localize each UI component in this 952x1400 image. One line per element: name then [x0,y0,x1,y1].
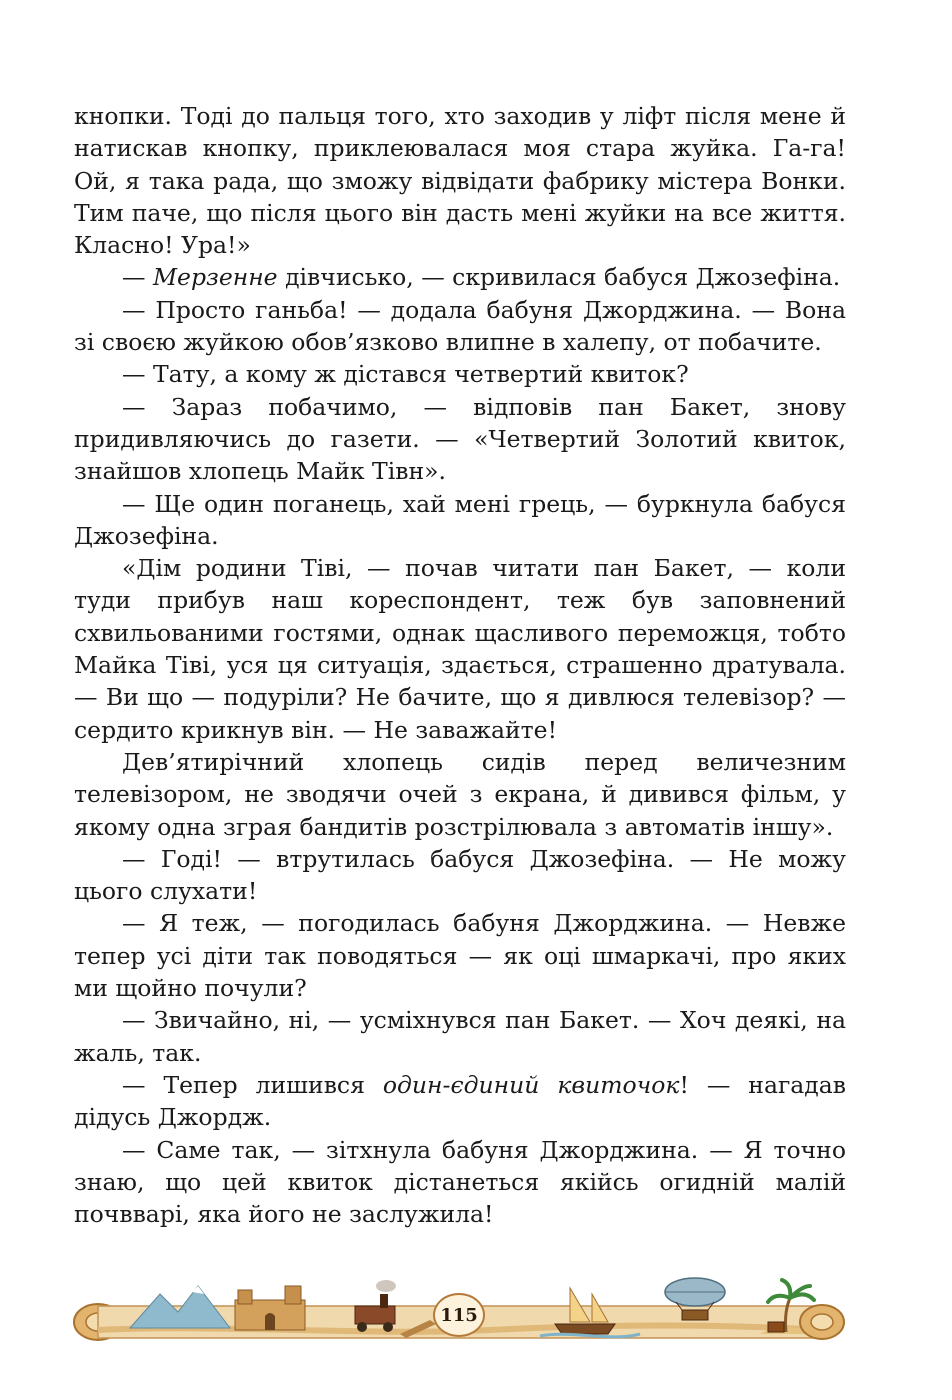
paragraph [74,746,846,843]
italic-text: Мерзенне [152,263,278,292]
paragraph [74,391,846,488]
paragraph [74,1134,846,1231]
paragraph [74,907,846,1004]
castle-illustration [235,1286,305,1330]
paragraph [74,552,846,746]
text-run: — Я теж, — погодилась бабуня Джорджина. — Невже тепер усі діти так поводяться — як оці шмаркачі, про яких ми щойно почули? [74,909,846,1003]
page-number: 115 [433,1293,485,1337]
paragraph [74,358,846,390]
text-run: «Дім родини Тіві, — почав читати пан Бакет, — коли туди прибув наш кореспондент, теж був заповнений схвильованими гостями, однак щасливого переможця, тобто Майка Тіві, уся ця ситуація, здається, страшенно дратувала. — Ви що — подуріли? Не бачите, що я дивлюся телевізор? — сердито крикнув він. — Не заважайте! [74,554,846,744]
paragraph [74,1004,846,1069]
text-run: — Тепер лишився [122,1070,383,1099]
paragraph [74,100,846,261]
text-run: — Зараз побачимо, — відповів пан Бакет, знову придивляючись до газети. — «Четвертий Золотий квиток, знайшов хлопець Майк Тівн». [74,392,846,486]
text-run: кнопки. Тоді до пальця того, хто заходив у ліфт після мене й натискав кнопку, приклеювалася моя стара жуйка. Га-га! Ой, я така рада, що зможу відвідати фабрику містера Вонки. Тим паче, що після цього він дасть мені жуйки на все життя. Класно! Ура!» [74,102,846,260]
text-run: дівчисько, — скривилася бабуся Джозефіна. [277,263,841,292]
paragraph [74,843,846,908]
text-run: — [122,263,153,292]
text-run: — Просто ганьба! — додала бабуня Джорджина. — Вона зі своєю жуйкою обов’язково влипне в халепу, от побачите. [74,295,846,357]
text-run: — Ще один поганець, хай мені грець, — буркнула бабуся Джозефіна. [74,489,846,550]
text-run: — Саме так, — зітхнула бабуня Джорджина. — Я точно знаю, що цей квиток дістанеться якійсь огидній малій почвварі, яка його не заслужила! [74,1135,846,1229]
text-run: — Годі! — втрутилась бабуся Джозефіна. — Не можу цього слухати! [74,844,846,906]
text-run: — Тату, а кому ж дістався четвертий квиток? [122,360,689,389]
italic-text: один-єдиний квиточок [382,1070,680,1099]
paragraph [74,488,846,553]
text-run: Дев’ятирічний хлопець сидів перед величезним телевізором, не зводячи очей з екрана, й дивився фільм, у якому одна зграя бандитів розстрілювала з автоматів іншу». [74,747,846,841]
text-run: ! — нагадав дідусь Джордж. [74,1070,847,1132]
text-run: — Звичайно, ні, — усміхнувся пан Бакет. — Хоч деякі, на жаль, так. [74,1006,846,1067]
paragraph [74,1069,846,1134]
page-text [74,100,846,1230]
paragraph [74,294,846,359]
paragraph [74,261,846,293]
